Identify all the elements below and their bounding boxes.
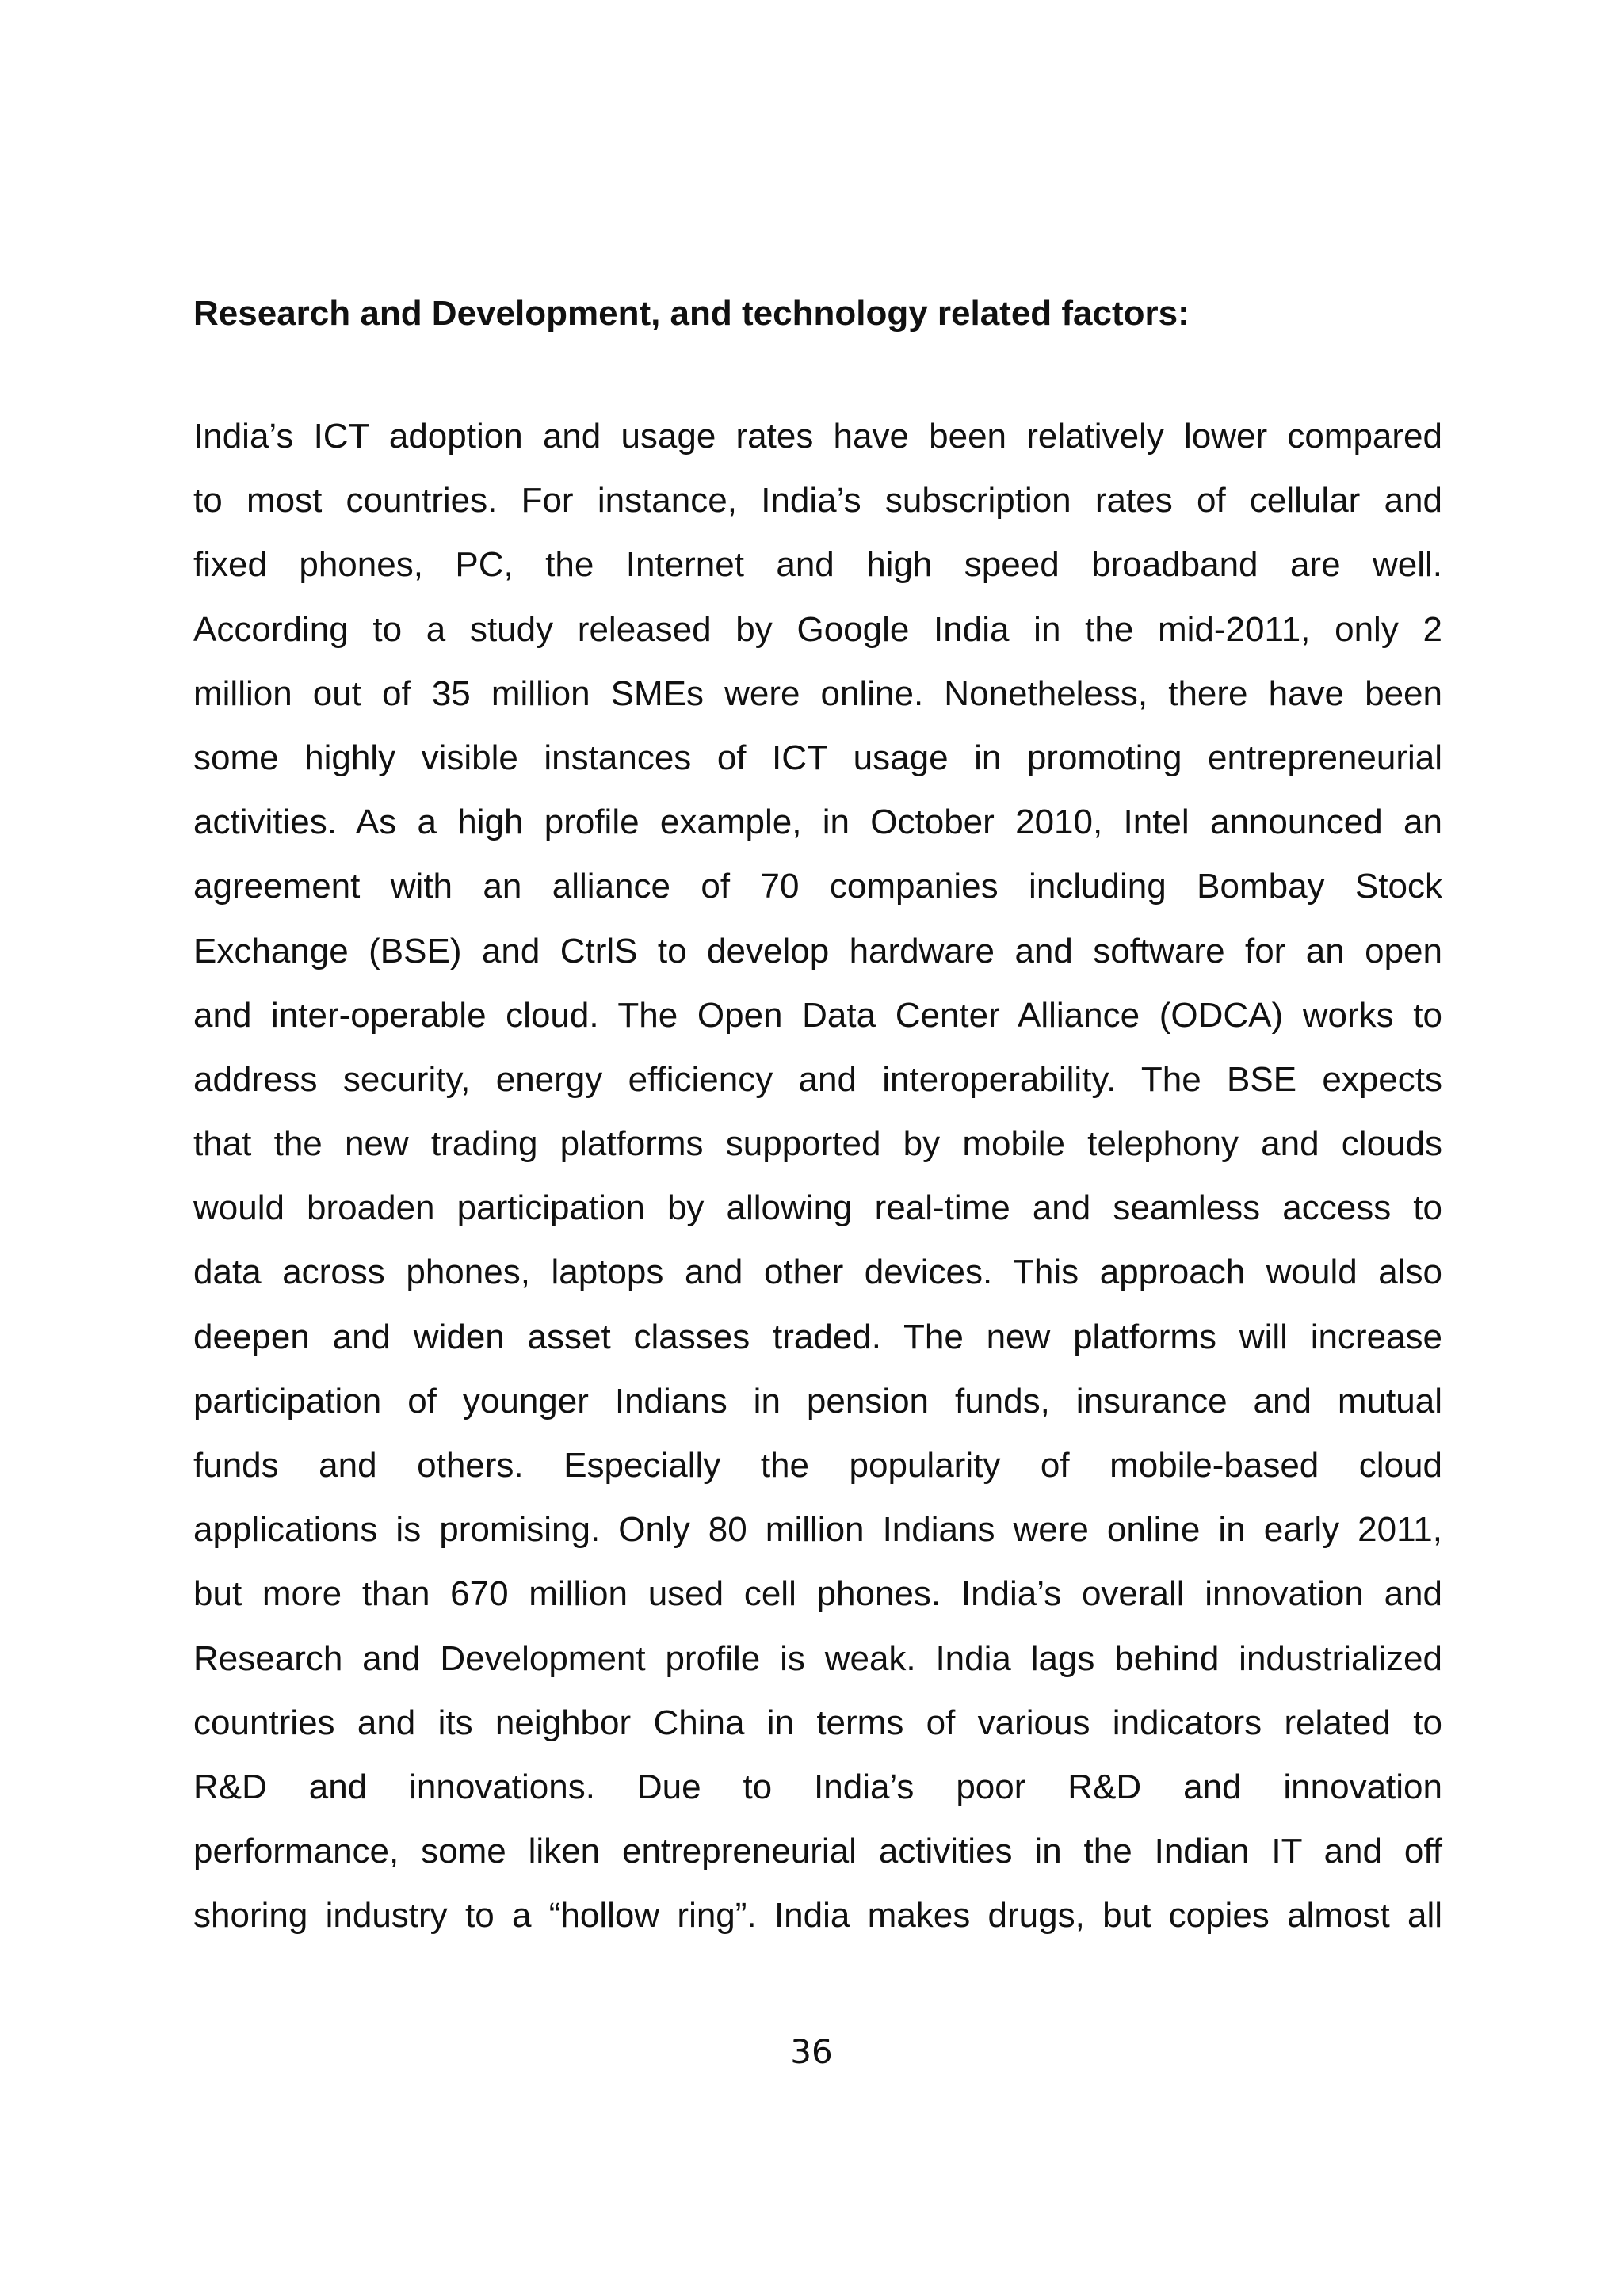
paragraph-line: but more than 670 million used cell phones. India’s overall innovation and	[193, 1574, 1442, 1614]
paragraph-line: activities. As a high profile example, in October 2010, Intel announced an	[193, 803, 1442, 842]
paragraph-line: million out of 35 million SMEs were online. Nonetheless, there have been	[193, 673, 1442, 713]
paragraph-line: Research and Development profile is weak. India lags behind industrialized	[193, 1638, 1442, 1678]
paragraph-line: R&D and innovations. Due to India’s poor R&D and innovation	[193, 1767, 1442, 1806]
paragraph-line: that the new trading platforms supported by mobile telephony and clouds	[193, 1124, 1442, 1164]
page-number: 36	[790, 2032, 833, 2071]
paragraph-line: agreement with an alliance of 70 companies including Bombay Stock	[193, 867, 1442, 906]
paragraph-line: some highly visible instances of ICT usage in promoting entrepreneurial	[193, 738, 1442, 777]
paragraph-line: participation of younger Indians in pension funds, insurance and mutual	[193, 1381, 1442, 1421]
paragraph-line: Exchange (BSE) and CtrlS to develop hardware and software for an open	[193, 931, 1442, 971]
paragraph-line: India’s ICT adoption and usage rates have been relatively lower compared	[193, 417, 1442, 456]
paragraph-line: performance, some liken entrepreneurial activities in the Indian IT and off	[193, 1832, 1442, 1871]
paragraph-line: According to a study released by Google India in the mid-2011, only 2	[193, 609, 1442, 649]
paragraph-line: countries and its neighbor China in terms of various indicators related to	[193, 1703, 1442, 1742]
section-heading: Research and Development, and technology related factors:	[193, 294, 1190, 333]
paragraph-line: applications is promising. Only 80 million Indians were online in early 2011,	[193, 1510, 1442, 1550]
paragraph-line: would broaden participation by allowing real-time and seamless access to	[193, 1188, 1442, 1228]
paragraph-line: address security, energy efficiency and interoperability. The BSE expects	[193, 1059, 1442, 1099]
paragraph-line: shoring industry to a “hollow ring”. India makes drugs, but copies almost all	[193, 1896, 1442, 1936]
body-paragraph	[193, 404, 1442, 1948]
paragraph-line: deepen and widen asset classes traded. The new platforms will increase	[193, 1317, 1442, 1356]
paragraph-line: to most countries. For instance, India’s subscription rates of cellular and	[193, 481, 1442, 521]
paragraph-line: funds and others. Especially the popularity of mobile-based cloud	[193, 1446, 1442, 1485]
paragraph-line: and inter-operable cloud. The Open Data Center Alliance (ODCA) works to	[193, 995, 1442, 1035]
paragraph-line: data across phones, laptops and other devices. This approach would also	[193, 1253, 1442, 1292]
paragraph-line: fixed phones, PC, the Internet and high speed broadband are well.	[193, 545, 1442, 585]
